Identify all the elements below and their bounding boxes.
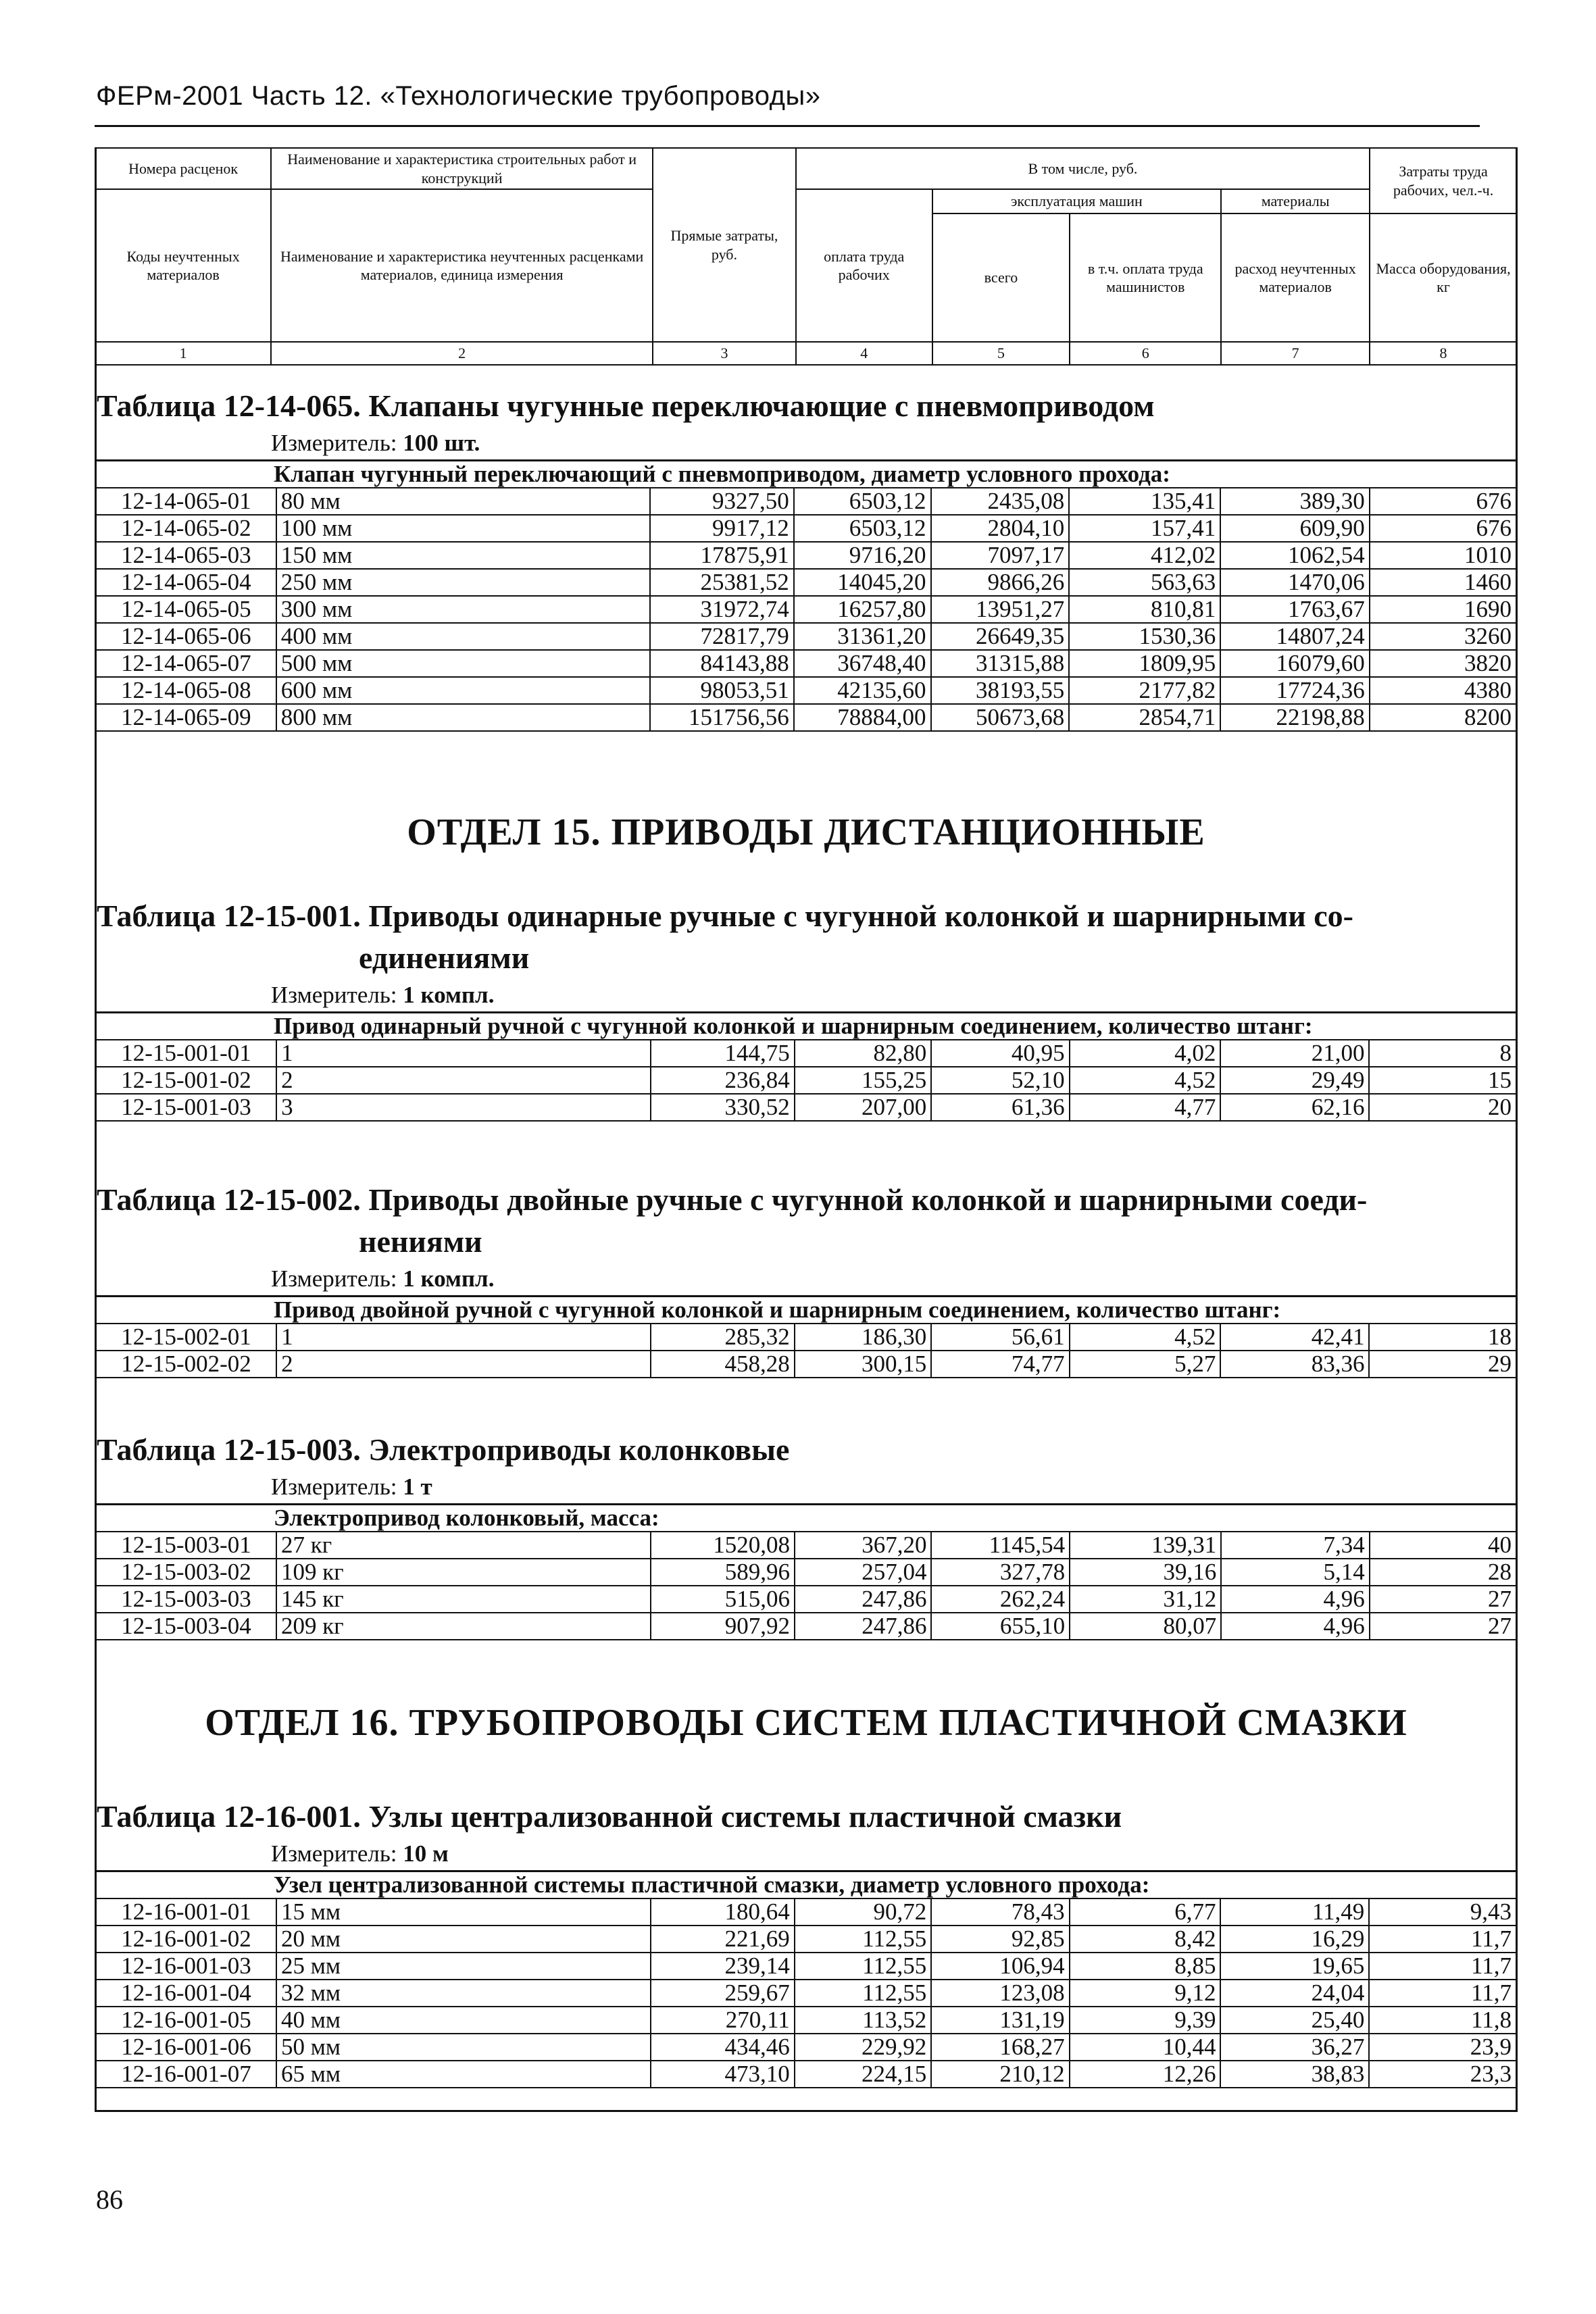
header-num-7: 7 bbox=[1221, 342, 1370, 365]
operator-pay-cell: 1809,95 bbox=[1069, 650, 1220, 677]
rate-code-cell: 12-15-003-01 bbox=[97, 1532, 276, 1559]
labor-or-mass-cell: 18 bbox=[1369, 1324, 1516, 1351]
rate-code-cell: 12-16-001-04 bbox=[97, 1980, 276, 2007]
table-row bbox=[97, 1926, 1516, 1953]
header-num-8: 8 bbox=[1370, 342, 1517, 365]
table-row bbox=[97, 488, 1516, 515]
worker-pay-cell: 6503,12 bbox=[794, 515, 931, 542]
rate-code-cell: 12-14-065-03 bbox=[97, 542, 276, 569]
direct-costs-cell: 17875,91 bbox=[650, 542, 794, 569]
operator-pay-cell: 8,85 bbox=[1070, 1953, 1221, 1980]
table-title: Таблица 12-16-001. Узлы централизованной системы пластичной смазки bbox=[97, 1799, 1122, 1834]
table-row bbox=[97, 542, 1516, 569]
machines-total-cell: 131,19 bbox=[931, 2007, 1069, 2034]
direct-costs-cell: 151756,56 bbox=[650, 704, 794, 731]
direct-costs-cell: 98053,51 bbox=[650, 677, 794, 704]
materials-cell: 16,29 bbox=[1220, 1926, 1369, 1953]
worker-pay-cell: 42135,60 bbox=[794, 677, 931, 704]
labor-or-mass-cell: 27 bbox=[1370, 1613, 1516, 1640]
materials-cell: 17724,36 bbox=[1220, 677, 1369, 704]
direct-costs-cell: 259,67 bbox=[651, 1980, 794, 2007]
machines-total-cell: 7097,17 bbox=[931, 542, 1070, 569]
materials-cell: 83,36 bbox=[1220, 1351, 1369, 1378]
worker-pay-cell: 247,86 bbox=[795, 1586, 931, 1613]
machines-total-cell: 655,10 bbox=[931, 1613, 1070, 1640]
materials-cell: 14807,24 bbox=[1220, 623, 1369, 650]
header-rates-numbers: Номера расценок bbox=[95, 148, 271, 189]
table-12-16-001 bbox=[97, 1796, 1516, 2088]
column-header-table bbox=[95, 147, 1518, 366]
operator-pay-cell: 8,42 bbox=[1070, 1926, 1221, 1953]
table-title: Таблица 12-15-001. Приводы одинарные ручные с чугунной колонкой и шарнирными со- bbox=[97, 899, 1353, 933]
machines-total-cell: 13951,27 bbox=[931, 596, 1070, 623]
table-row bbox=[97, 596, 1516, 623]
item-name-cell: 27 кг bbox=[276, 1532, 651, 1559]
machines-total-cell: 40,95 bbox=[931, 1040, 1069, 1067]
table-row bbox=[97, 1953, 1516, 1980]
item-name-cell: 80 мм bbox=[276, 488, 650, 515]
table-row bbox=[97, 1094, 1516, 1121]
materials-cell: 42,41 bbox=[1220, 1324, 1369, 1351]
worker-pay-cell: 112,55 bbox=[795, 1926, 931, 1953]
labor-or-mass-cell: 8200 bbox=[1370, 704, 1516, 731]
header-labor-costs: Затраты труда рабочих, чел.-ч. bbox=[1370, 148, 1517, 213]
materials-cell: 38,83 bbox=[1220, 2061, 1369, 2088]
materials-cell: 5,14 bbox=[1221, 1559, 1370, 1586]
materials-cell: 29,49 bbox=[1220, 1067, 1369, 1094]
table-row bbox=[97, 623, 1516, 650]
rate-code-cell: 12-15-001-03 bbox=[97, 1094, 276, 1121]
meter: Измеритель: 1 т bbox=[271, 1474, 432, 1500]
machines-total-cell: 327,78 bbox=[931, 1559, 1070, 1586]
direct-costs-cell: 72817,79 bbox=[650, 623, 794, 650]
rate-code-cell: 12-15-001-02 bbox=[97, 1067, 276, 1094]
materials-cell: 7,34 bbox=[1221, 1532, 1370, 1559]
meter: Измеритель: 1 компл. bbox=[271, 1265, 495, 1292]
table-title: Таблица 12-15-003. Электроприводы колонковые bbox=[97, 1432, 790, 1467]
header-material-consumption: расход неучтенных материалов bbox=[1221, 213, 1370, 342]
direct-costs-cell: 434,46 bbox=[651, 2034, 794, 2061]
table-description: Электропривод колонковый, масса: bbox=[97, 1505, 1516, 1532]
page-number: 86 bbox=[96, 2184, 123, 2215]
rate-code-cell: 12-14-065-06 bbox=[97, 623, 276, 650]
labor-or-mass-cell: 676 bbox=[1370, 515, 1516, 542]
table-row bbox=[97, 677, 1516, 704]
item-name-cell: 600 мм bbox=[276, 677, 650, 704]
worker-pay-cell: 6503,12 bbox=[794, 488, 931, 515]
table-description: Привод одинарный ручной с чугунной колонкой и шарнирным соединением, количество штанг: bbox=[97, 1013, 1516, 1040]
labor-or-mass-cell: 4380 bbox=[1370, 677, 1516, 704]
direct-costs-cell: 221,69 bbox=[651, 1926, 794, 1953]
rate-code-cell: 12-16-001-01 bbox=[97, 1898, 276, 1926]
header-equipment-mass: Масса оборудования, кг bbox=[1370, 213, 1517, 342]
labor-or-mass-cell: 23,9 bbox=[1369, 2034, 1516, 2061]
table-12-15-002 bbox=[97, 1179, 1516, 1378]
header-including: В том числе, руб. bbox=[796, 148, 1370, 189]
worker-pay-cell: 257,04 bbox=[795, 1559, 931, 1586]
machines-total-cell: 38193,55 bbox=[931, 677, 1070, 704]
item-name-cell: 500 мм bbox=[276, 650, 650, 677]
header-operator-pay: в т.ч. оплата труда машинистов bbox=[1070, 213, 1221, 342]
operator-pay-cell: 563,63 bbox=[1069, 569, 1220, 596]
table-row bbox=[97, 1613, 1516, 1640]
machines-total-cell: 2804,10 bbox=[931, 515, 1070, 542]
worker-pay-cell: 112,55 bbox=[795, 1953, 931, 1980]
table-row bbox=[97, 2034, 1516, 2061]
rate-code-cell: 12-16-001-06 bbox=[97, 2034, 276, 2061]
direct-costs-cell: 236,84 bbox=[651, 1067, 794, 1094]
labor-or-mass-cell: 3260 bbox=[1370, 623, 1516, 650]
worker-pay-cell: 155,25 bbox=[795, 1067, 932, 1094]
section-15-heading: ОТДЕЛ 15. ПРИВОДЫ ДИСТАНЦИОННЫЕ bbox=[407, 811, 1205, 853]
worker-pay-cell: 16257,80 bbox=[794, 596, 931, 623]
table-row bbox=[97, 1898, 1516, 1926]
item-name-cell: 300 мм bbox=[276, 596, 650, 623]
rate-code-cell: 12-16-001-02 bbox=[97, 1926, 276, 1953]
header-materials: материалы bbox=[1221, 189, 1370, 213]
header-material-codes: Коды неучтенных материалов bbox=[95, 189, 271, 342]
rate-code-cell: 12-15-001-01 bbox=[97, 1040, 276, 1067]
direct-costs-cell: 84143,88 bbox=[650, 650, 794, 677]
rate-code-cell: 12-14-065-07 bbox=[97, 650, 276, 677]
operator-pay-cell: 4,52 bbox=[1070, 1067, 1221, 1094]
machines-total-cell: 123,08 bbox=[931, 1980, 1069, 2007]
item-name-cell: 65 мм bbox=[276, 2061, 651, 2088]
table-row bbox=[97, 704, 1516, 731]
labor-or-mass-cell: 1460 bbox=[1370, 569, 1516, 596]
rate-code-cell: 12-14-065-02 bbox=[97, 515, 276, 542]
item-name-cell: 50 мм bbox=[276, 2034, 651, 2061]
direct-costs-cell: 1520,08 bbox=[651, 1532, 795, 1559]
operator-pay-cell: 4,52 bbox=[1070, 1324, 1221, 1351]
labor-or-mass-cell: 11,7 bbox=[1369, 1926, 1516, 1953]
rate-code-cell: 12-14-065-05 bbox=[97, 596, 276, 623]
table-12-14-065 bbox=[97, 385, 1516, 732]
item-name-cell: 109 кг bbox=[276, 1559, 651, 1586]
machines-total-cell: 2435,08 bbox=[931, 488, 1070, 515]
header-work-name: Наименование и характеристика строительных работ и конструкций bbox=[271, 148, 653, 189]
materials-cell: 19,65 bbox=[1220, 1953, 1369, 1980]
header-direct-costs: Прямые затраты, руб. bbox=[653, 148, 796, 342]
rates-table bbox=[97, 1870, 1516, 2088]
header-num-4: 4 bbox=[796, 342, 932, 365]
item-name-cell: 2 bbox=[276, 1067, 651, 1094]
rate-code-cell: 12-14-065-04 bbox=[97, 569, 276, 596]
item-name-cell: 150 мм bbox=[276, 542, 650, 569]
worker-pay-cell: 300,15 bbox=[795, 1351, 932, 1378]
worker-pay-cell: 31361,20 bbox=[794, 623, 931, 650]
worker-pay-cell: 186,30 bbox=[795, 1324, 932, 1351]
operator-pay-cell: 2854,71 bbox=[1069, 704, 1220, 731]
table-title-continuation: единениями bbox=[359, 940, 530, 975]
worker-pay-cell: 229,92 bbox=[795, 2034, 931, 2061]
direct-costs-cell: 25381,52 bbox=[650, 569, 794, 596]
machines-total-cell: 56,61 bbox=[931, 1324, 1069, 1351]
meter: Измеритель: 10 м bbox=[271, 1840, 449, 1867]
worker-pay-cell: 14045,20 bbox=[794, 569, 931, 596]
machines-total-cell: 168,27 bbox=[931, 2034, 1069, 2061]
direct-costs-cell: 330,52 bbox=[651, 1094, 794, 1121]
item-name-cell: 20 мм bbox=[276, 1926, 651, 1953]
rate-code-cell: 12-15-003-03 bbox=[97, 1586, 276, 1613]
header-num-2: 2 bbox=[271, 342, 653, 365]
meter: Измеритель: 1 компл. bbox=[271, 982, 495, 1008]
worker-pay-cell: 78884,00 bbox=[794, 704, 931, 731]
operator-pay-cell: 39,16 bbox=[1070, 1559, 1221, 1586]
labor-or-mass-cell: 23,3 bbox=[1369, 2061, 1516, 2088]
rates-table bbox=[97, 1011, 1516, 1122]
table-title-continuation: нениями bbox=[359, 1224, 482, 1259]
header-num-1: 1 bbox=[95, 342, 271, 365]
materials-cell: 25,40 bbox=[1220, 2007, 1369, 2034]
operator-pay-cell: 2177,82 bbox=[1069, 677, 1220, 704]
machines-total-cell: 26649,35 bbox=[931, 623, 1070, 650]
machines-total-cell: 31315,88 bbox=[931, 650, 1070, 677]
header-machines-total: всего bbox=[932, 213, 1070, 342]
rate-code-cell: 12-16-001-07 bbox=[97, 2061, 276, 2088]
operator-pay-cell: 139,31 bbox=[1070, 1532, 1221, 1559]
direct-costs-cell: 473,10 bbox=[651, 2061, 794, 2088]
direct-costs-cell: 458,28 bbox=[651, 1351, 794, 1378]
operator-pay-cell: 4,77 bbox=[1070, 1094, 1221, 1121]
labor-or-mass-cell: 11,8 bbox=[1369, 2007, 1516, 2034]
worker-pay-cell: 224,15 bbox=[795, 2061, 931, 2088]
header-num-3: 3 bbox=[653, 342, 796, 365]
meter: Измеритель: 100 шт. bbox=[271, 430, 480, 456]
worker-pay-cell: 247,86 bbox=[795, 1613, 931, 1640]
materials-cell: 11,49 bbox=[1220, 1898, 1369, 1926]
table-row bbox=[97, 515, 1516, 542]
labor-or-mass-cell: 1690 bbox=[1370, 596, 1516, 623]
item-name-cell: 2 bbox=[276, 1351, 651, 1378]
operator-pay-cell: 31,12 bbox=[1070, 1586, 1221, 1613]
header-machines: эксплуатация машин bbox=[932, 189, 1222, 213]
machines-total-cell: 78,43 bbox=[931, 1898, 1069, 1926]
header-material-name: Наименование и характеристика неучтенных расценками материалов, единица измерения bbox=[271, 189, 653, 342]
worker-pay-cell: 82,80 bbox=[795, 1040, 932, 1067]
table-description: Привод двойной ручной с чугунной колонкой и шарнирным соединением, количество штанг: bbox=[97, 1297, 1516, 1324]
section-16-heading: ОТДЕЛ 16. ТРУБОПРОВОДЫ СИСТЕМ ПЛАСТИЧНОЙ СМАЗКИ bbox=[205, 1702, 1407, 1744]
labor-or-mass-cell: 1010 bbox=[1370, 542, 1516, 569]
worker-pay-cell: 112,55 bbox=[795, 1980, 931, 2007]
labor-or-mass-cell: 40 bbox=[1370, 1532, 1516, 1559]
direct-costs-cell: 239,14 bbox=[651, 1953, 794, 1980]
item-name-cell: 1 bbox=[276, 1324, 651, 1351]
item-name-cell: 209 кг bbox=[276, 1613, 651, 1640]
machines-total-cell: 74,77 bbox=[931, 1351, 1069, 1378]
table-title: Таблица 12-14-065. Клапаны чугунные переключающие с пневмоприводом bbox=[97, 388, 1155, 423]
item-name-cell: 3 bbox=[276, 1094, 651, 1121]
operator-pay-cell: 157,41 bbox=[1069, 515, 1220, 542]
materials-cell: 16079,60 bbox=[1220, 650, 1369, 677]
item-name-cell: 15 мм bbox=[276, 1898, 651, 1926]
machines-total-cell: 92,85 bbox=[931, 1926, 1069, 1953]
table-row bbox=[97, 569, 1516, 596]
item-name-cell: 32 мм bbox=[276, 1980, 651, 2007]
materials-cell: 36,27 bbox=[1220, 2034, 1369, 2061]
operator-pay-cell: 5,27 bbox=[1070, 1351, 1221, 1378]
materials-cell: 21,00 bbox=[1220, 1040, 1369, 1067]
direct-costs-cell: 144,75 bbox=[651, 1040, 794, 1067]
operator-pay-cell: 9,39 bbox=[1070, 2007, 1221, 2034]
worker-pay-cell: 113,52 bbox=[795, 2007, 931, 2034]
labor-or-mass-cell: 11,7 bbox=[1369, 1980, 1516, 2007]
worker-pay-cell: 207,00 bbox=[795, 1094, 932, 1121]
labor-or-mass-cell: 11,7 bbox=[1369, 1953, 1516, 1980]
materials-cell: 24,04 bbox=[1220, 1980, 1369, 2007]
operator-pay-cell: 412,02 bbox=[1069, 542, 1220, 569]
direct-costs-cell: 9327,50 bbox=[650, 488, 794, 515]
item-name-cell: 250 мм bbox=[276, 569, 650, 596]
rate-code-cell: 12-15-002-02 bbox=[97, 1351, 276, 1378]
item-name-cell: 1 bbox=[276, 1040, 651, 1067]
table-description: Узел централизованной системы пластичной смазки, диаметр условного прохода: bbox=[97, 1871, 1516, 1899]
table-row bbox=[97, 650, 1516, 677]
header-num-5: 5 bbox=[932, 342, 1070, 365]
table-row bbox=[97, 1324, 1516, 1351]
item-name-cell: 800 мм bbox=[276, 704, 650, 731]
table-12-15-001 bbox=[97, 895, 1516, 1122]
labor-or-mass-cell: 20 bbox=[1369, 1094, 1516, 1121]
labor-or-mass-cell: 3820 bbox=[1370, 650, 1516, 677]
operator-pay-cell: 10,44 bbox=[1070, 2034, 1221, 2061]
direct-costs-cell: 515,06 bbox=[651, 1586, 795, 1613]
operator-pay-cell: 12,26 bbox=[1070, 2061, 1221, 2088]
machines-total-cell: 210,12 bbox=[931, 2061, 1069, 2088]
materials-cell: 1062,54 bbox=[1220, 542, 1369, 569]
rates-table bbox=[97, 1503, 1516, 1640]
rate-code-cell: 12-16-001-03 bbox=[97, 1953, 276, 1980]
worker-pay-cell: 36748,40 bbox=[794, 650, 931, 677]
direct-costs-cell: 31972,74 bbox=[650, 596, 794, 623]
table-row bbox=[97, 1532, 1516, 1559]
table-row bbox=[97, 1980, 1516, 2007]
machines-total-cell: 262,24 bbox=[931, 1586, 1070, 1613]
rate-code-cell: 12-15-003-02 bbox=[97, 1559, 276, 1586]
rate-code-cell: 12-14-065-08 bbox=[97, 677, 276, 704]
worker-pay-cell: 90,72 bbox=[795, 1898, 931, 1926]
rate-code-cell: 12-14-065-01 bbox=[97, 488, 276, 515]
materials-cell: 1763,67 bbox=[1220, 596, 1369, 623]
materials-cell: 609,90 bbox=[1220, 515, 1369, 542]
materials-cell: 389,30 bbox=[1220, 488, 1369, 515]
header-worker-pay: оплата труда рабочих bbox=[796, 189, 932, 342]
direct-costs-cell: 9917,12 bbox=[650, 515, 794, 542]
table-row bbox=[97, 1040, 1516, 1067]
header-rule bbox=[95, 125, 1480, 127]
labor-or-mass-cell: 676 bbox=[1370, 488, 1516, 515]
table-row bbox=[97, 2061, 1516, 2088]
labor-or-mass-cell: 27 bbox=[1370, 1586, 1516, 1613]
machines-total-cell: 106,94 bbox=[931, 1953, 1069, 1980]
operator-pay-cell: 80,07 bbox=[1070, 1613, 1221, 1640]
table-description: Клапан чугунный переключающий с пневмоприводом, диаметр условного прохода: bbox=[97, 461, 1516, 488]
machines-total-cell: 50673,68 bbox=[931, 704, 1070, 731]
item-name-cell: 40 мм bbox=[276, 2007, 651, 2034]
operator-pay-cell: 4,02 bbox=[1070, 1040, 1221, 1067]
operator-pay-cell: 1530,36 bbox=[1069, 623, 1220, 650]
materials-cell: 4,96 bbox=[1221, 1586, 1370, 1613]
item-name-cell: 25 мм bbox=[276, 1953, 651, 1980]
worker-pay-cell: 9716,20 bbox=[794, 542, 931, 569]
rates-table bbox=[97, 1295, 1516, 1378]
labor-or-mass-cell: 15 bbox=[1369, 1067, 1516, 1094]
labor-or-mass-cell: 29 bbox=[1369, 1351, 1516, 1378]
machines-total-cell: 9866,26 bbox=[931, 569, 1070, 596]
worker-pay-cell: 367,20 bbox=[795, 1532, 931, 1559]
materials-cell: 1470,06 bbox=[1220, 569, 1369, 596]
materials-cell: 4,96 bbox=[1221, 1613, 1370, 1640]
item-name-cell: 145 кг bbox=[276, 1586, 651, 1613]
rate-code-cell: 12-14-065-09 bbox=[97, 704, 276, 731]
direct-costs-cell: 180,64 bbox=[651, 1898, 794, 1926]
direct-costs-cell: 589,96 bbox=[651, 1559, 795, 1586]
labor-or-mass-cell: 9,43 bbox=[1369, 1898, 1516, 1926]
operator-pay-cell: 810,81 bbox=[1069, 596, 1220, 623]
header-num-6: 6 bbox=[1070, 342, 1221, 365]
table-row bbox=[97, 1351, 1516, 1378]
materials-cell: 22198,88 bbox=[1220, 704, 1369, 731]
direct-costs-cell: 907,92 bbox=[651, 1613, 795, 1640]
operator-pay-cell: 135,41 bbox=[1069, 488, 1220, 515]
operator-pay-cell: 9,12 bbox=[1070, 1980, 1221, 2007]
machines-total-cell: 52,10 bbox=[931, 1067, 1069, 1094]
table-row bbox=[97, 1586, 1516, 1613]
item-name-cell: 100 мм bbox=[276, 515, 650, 542]
running-head: ФЕРм-2001 Часть 12. «Технологические трубопроводы» bbox=[96, 81, 821, 111]
item-name-cell: 400 мм bbox=[276, 623, 650, 650]
direct-costs-cell: 270,11 bbox=[651, 2007, 794, 2034]
table-row bbox=[97, 2007, 1516, 2034]
labor-or-mass-cell: 28 bbox=[1370, 1559, 1516, 1586]
direct-costs-cell: 285,32 bbox=[651, 1324, 794, 1351]
rate-code-cell: 12-15-003-04 bbox=[97, 1613, 276, 1640]
machines-total-cell: 61,36 bbox=[931, 1094, 1069, 1121]
materials-cell: 62,16 bbox=[1220, 1094, 1369, 1121]
machines-total-cell: 1145,54 bbox=[931, 1532, 1070, 1559]
operator-pay-cell: 6,77 bbox=[1070, 1898, 1221, 1926]
rate-code-cell: 12-16-001-05 bbox=[97, 2007, 276, 2034]
table-12-15-003 bbox=[97, 1429, 1516, 1640]
labor-or-mass-cell: 8 bbox=[1369, 1040, 1516, 1067]
table-row bbox=[97, 1559, 1516, 1586]
rate-code-cell: 12-15-002-01 bbox=[97, 1324, 276, 1351]
table-row bbox=[97, 1067, 1516, 1094]
table-title: Таблица 12-15-002. Приводы двойные ручные с чугунной колонкой и шарнирными соеди- bbox=[97, 1182, 1368, 1217]
rates-table bbox=[97, 459, 1516, 732]
